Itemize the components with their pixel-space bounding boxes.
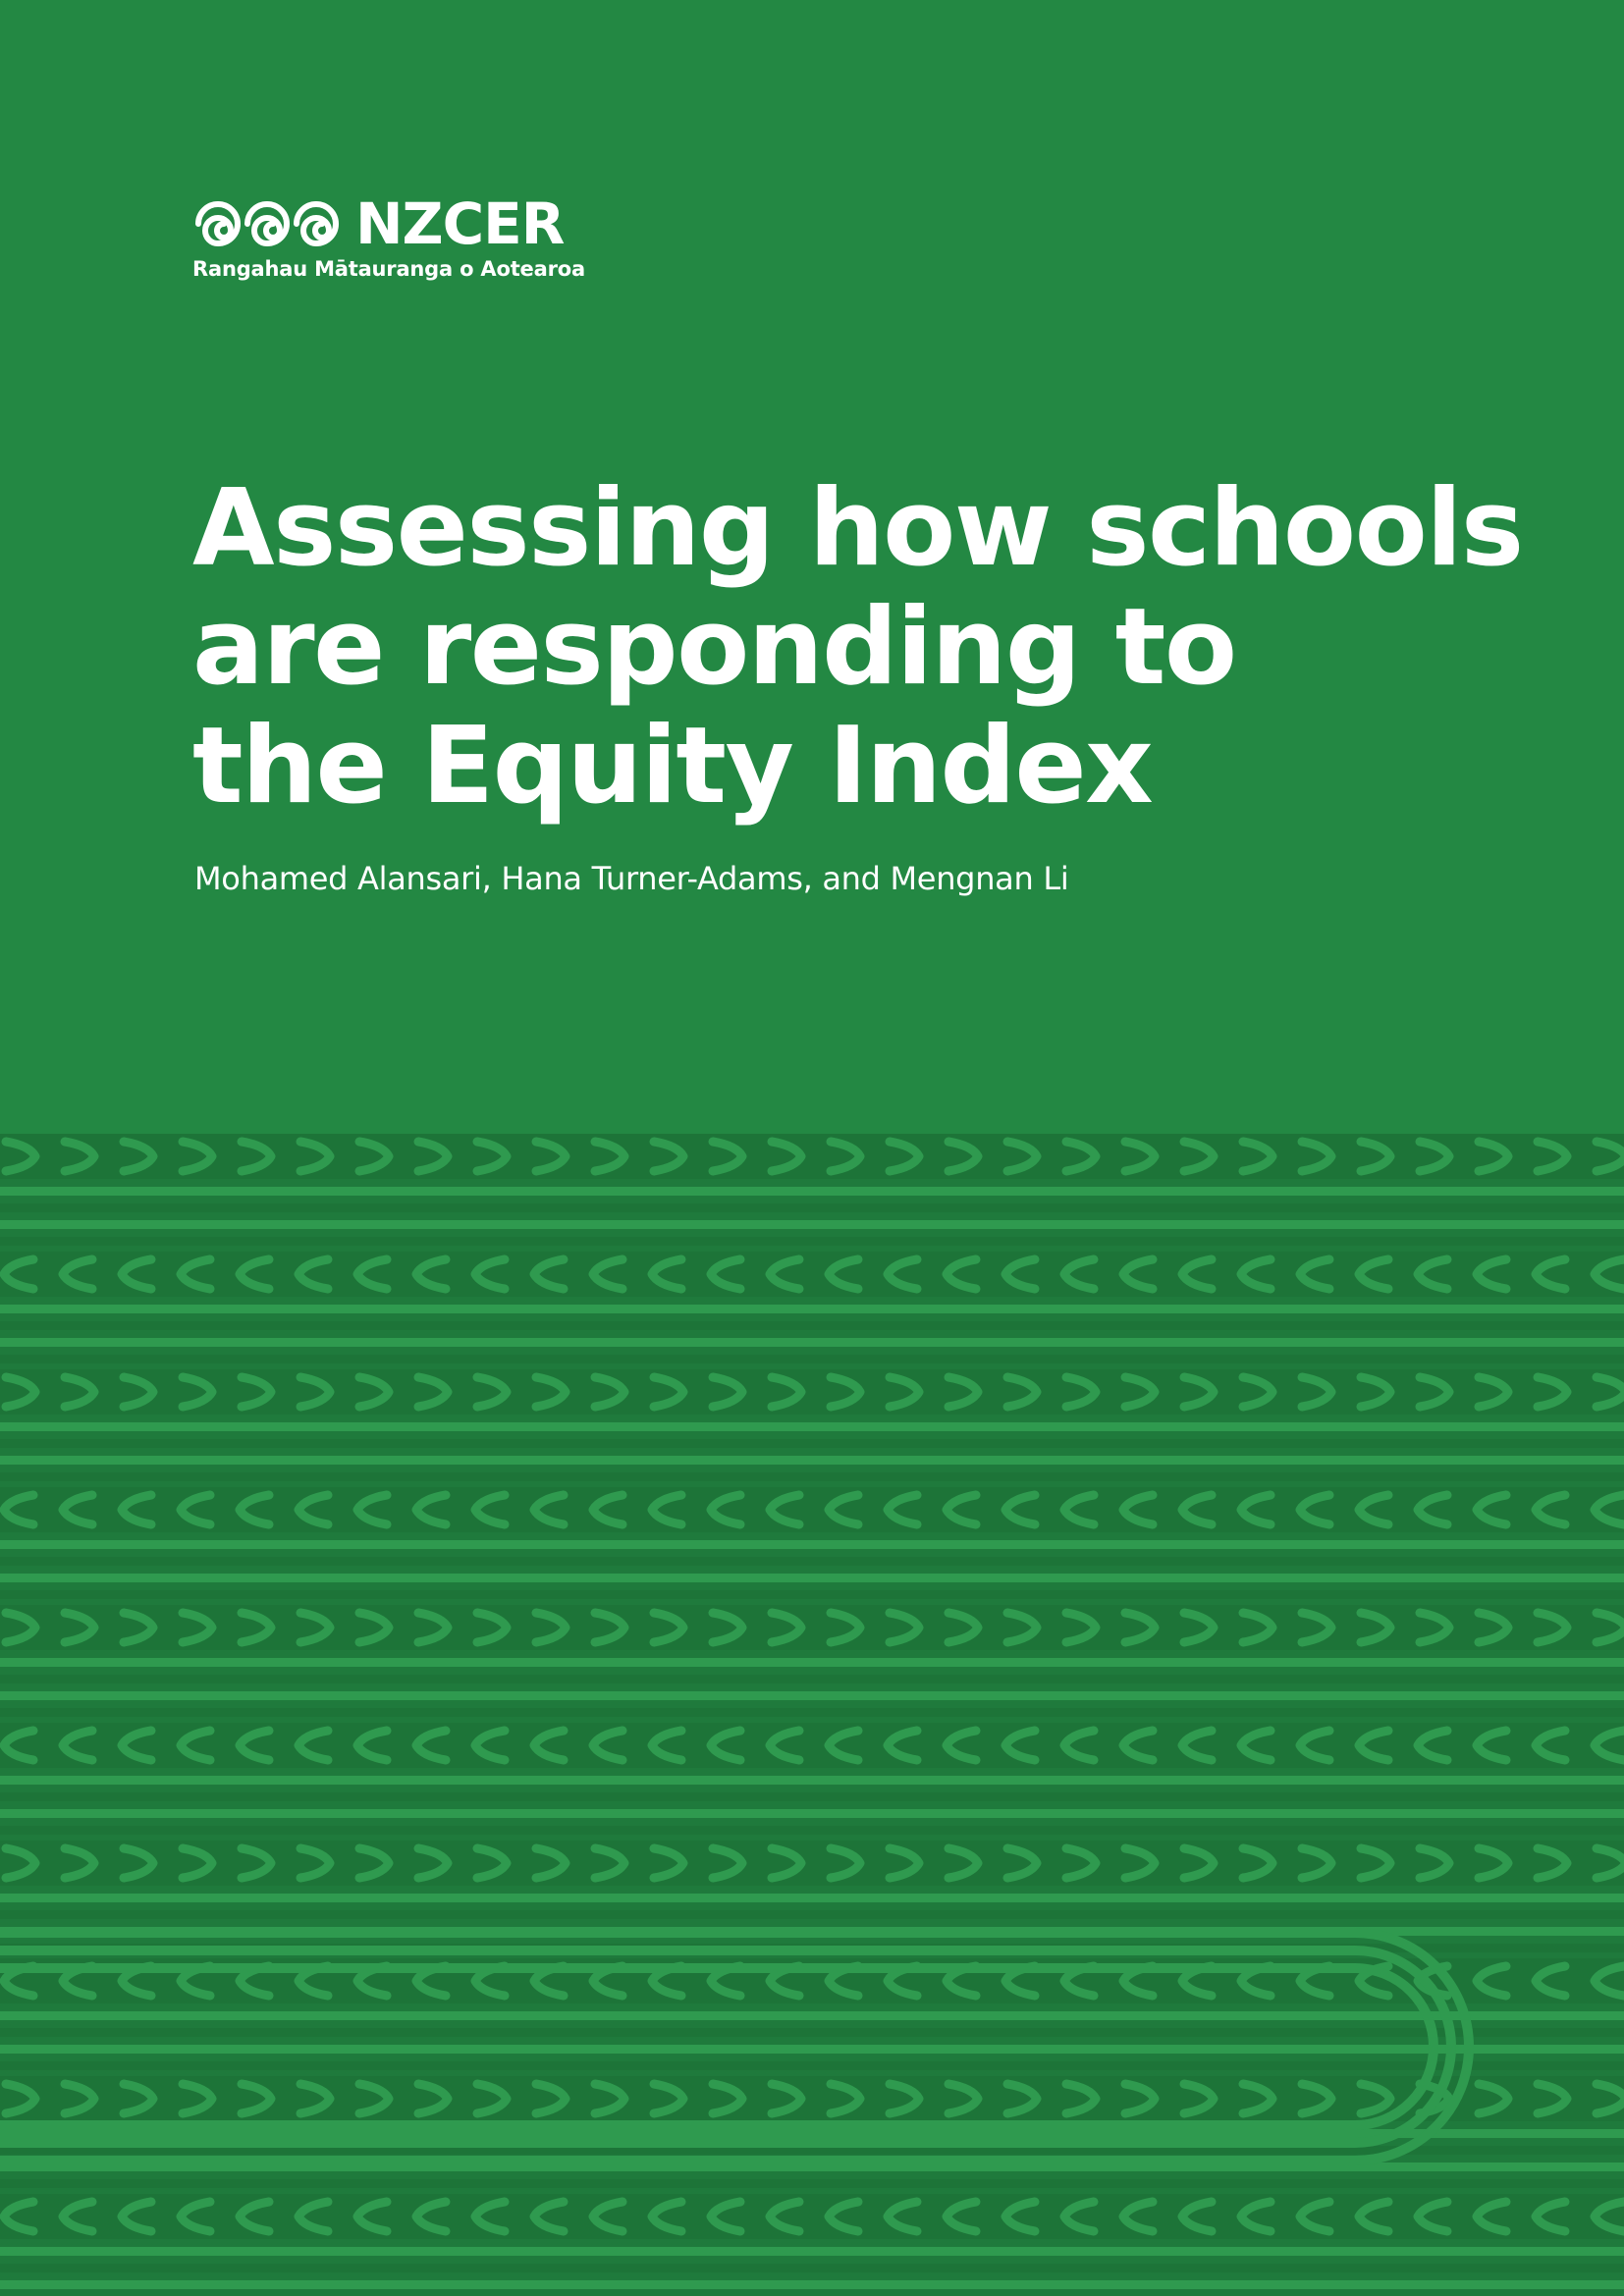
kowhaiwhai-chevron-pattern [0, 1134, 1624, 2296]
title-line-3: the Equity Index [192, 705, 1153, 828]
pattern-stripe [0, 1574, 1624, 1582]
pattern-stripe [0, 2061, 1624, 2070]
pattern-stripe [0, 2028, 1624, 2037]
title-line-1: Assessing how schools [192, 467, 1523, 590]
pattern-stripe [0, 1456, 1624, 1465]
pattern-stripe [0, 1305, 1624, 1313]
pattern-stripe [0, 2045, 1624, 2054]
pattern-stripe [0, 2011, 1624, 2020]
pattern-stripe [0, 2179, 1624, 2188]
pattern-stripe [0, 1590, 1624, 1599]
pattern-stripe [0, 2264, 1624, 2272]
pattern-stripe [0, 1338, 1624, 1347]
pattern-stripe [0, 1422, 1624, 1431]
pattern-stripe [0, 1691, 1624, 1700]
pattern-stripe [0, 1220, 1624, 1229]
title-line-2: are responding to [192, 586, 1236, 709]
pattern-stripe [0, 1472, 1624, 1481]
pattern-stripe [0, 1540, 1624, 1549]
pattern-stripe [0, 1658, 1624, 1667]
pattern-stripe [0, 2280, 1624, 2289]
pattern-stripe [0, 1809, 1624, 1818]
report-title [192, 469, 1567, 826]
nzcer-logo [192, 192, 585, 291]
pattern-stripe [0, 1826, 1624, 1835]
pattern-stripe [0, 1894, 1624, 1902]
pattern-stripe [0, 1203, 1624, 1212]
pattern-stripe [0, 1321, 1624, 1330]
pattern-stripe [0, 1675, 1624, 1683]
pattern-stripe [0, 1187, 1624, 1196]
pattern-stripe [0, 2247, 1624, 2256]
pattern-stripe [0, 1439, 1624, 1448]
pattern-stripe [0, 1708, 1624, 1717]
pattern-stripe [0, 1910, 1624, 1919]
pattern-stripe [0, 1557, 1624, 1566]
pattern-stripe [0, 1237, 1624, 1246]
pattern-stripe [0, 1792, 1624, 1801]
pattern-stripe [0, 1776, 1624, 1785]
pattern-stripe [0, 1355, 1624, 1363]
publisher-name: NZCER [355, 190, 565, 257]
report-authors: Mohamed Alansari, Hana Turner-Adams, and Mengnan Li [194, 860, 1069, 897]
koru-spirals-icon [192, 196, 352, 251]
publisher-tagline: Rangahau Mātauranga o Aotearoa [192, 257, 585, 281]
